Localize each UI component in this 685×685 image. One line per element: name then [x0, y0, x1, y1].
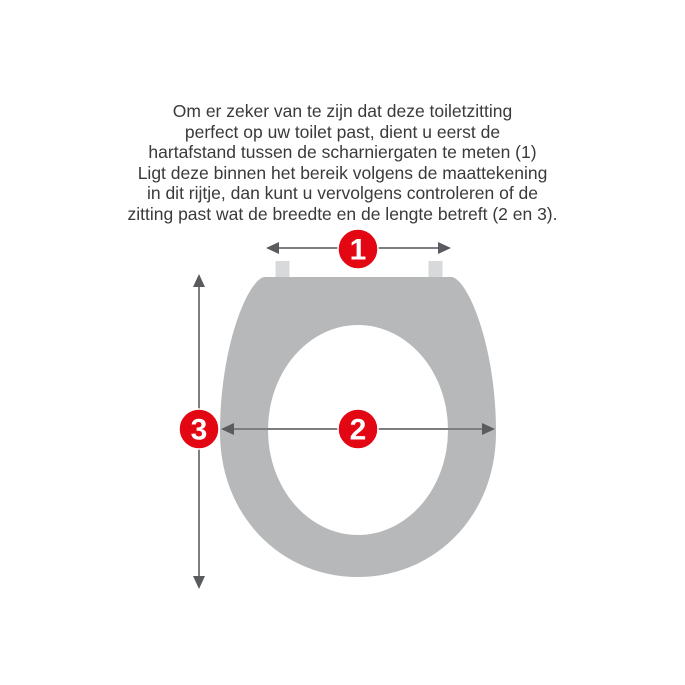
- marker-number: 2: [349, 413, 367, 447]
- hinge-tab-left: [276, 261, 290, 277]
- instruction-line: hartafstand tussen de scharniergaten te meten (1): [148, 142, 537, 162]
- instruction-line: zitting past wat de breedte en de lengte betreft (2 en 3).: [127, 203, 558, 224]
- instruction-line: perfect op uw toilet past, dient u eerst de: [184, 121, 501, 142]
- instruction-line: Ligt deze binnen het bereik volgens de maattekening: [137, 162, 548, 183]
- marker-hinge-distance: [338, 229, 378, 269]
- instruction-line: in dit rijtje, dan kunt u vervolgens controleren of de: [146, 183, 539, 203]
- marker-number: 3: [190, 413, 208, 447]
- marker-width: [338, 409, 378, 449]
- hinge-tab-right: [429, 261, 443, 277]
- marker-number: 1: [349, 233, 367, 267]
- marker-length: [179, 409, 219, 449]
- instruction-line: Om er zeker van te zijn dat deze toiletzitting: [172, 101, 513, 121]
